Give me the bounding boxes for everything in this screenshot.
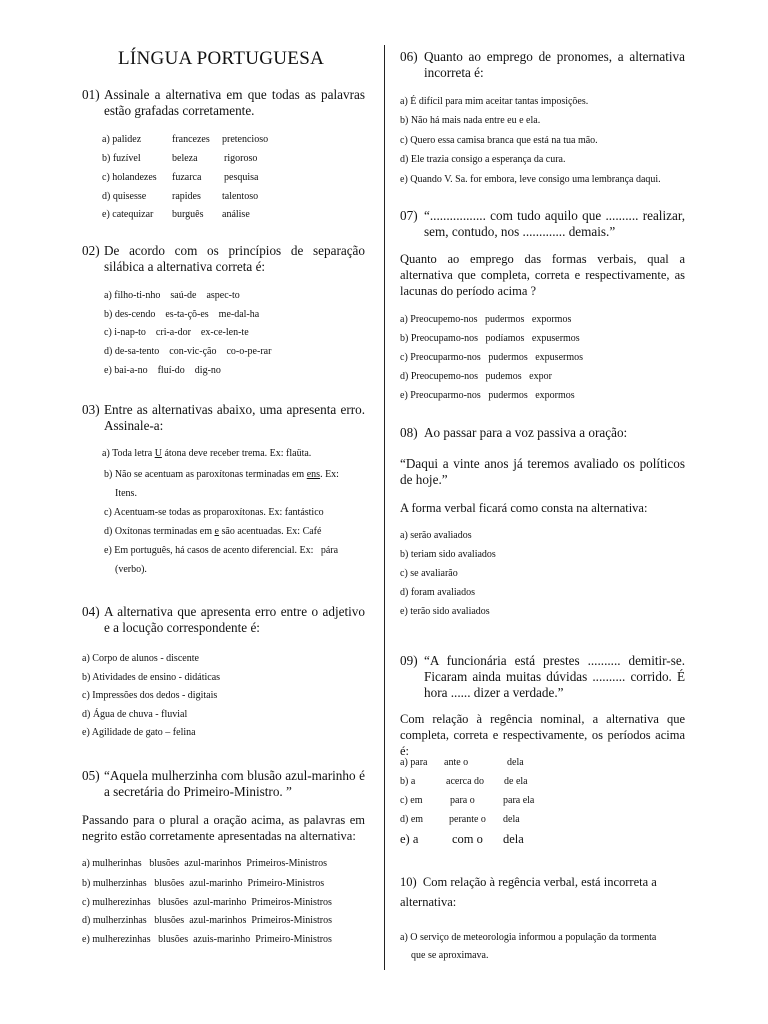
question-text: “Aquela mulherzinha com blusão azul-marinho é a secretária do Primeiro-Ministro. ”: [104, 768, 365, 799]
q08-option-a[interactable]: a) serão avaliados: [400, 530, 472, 541]
q08-option-b[interactable]: b) teriam sido avaliados: [400, 549, 496, 560]
question-04: [82, 604, 365, 636]
question-10: 10) Com relação à regência verbal, está incorreta a: [400, 875, 657, 889]
q03-option-b[interactable]: b) Não se acentuam as paroxítonas terminadas em ens. Ex:: [104, 469, 339, 480]
question-number: 02): [82, 243, 100, 258]
question-number: 01): [82, 87, 100, 102]
option-b-1[interactable]: b) a: [400, 776, 416, 787]
q03-option-e-cont: (verbo).: [115, 564, 147, 575]
q06-option-e[interactable]: e) Quando V. Sa. for embora, leve consigo uma lembrança daqui.: [400, 174, 661, 185]
option-c-1[interactable]: c) em: [400, 795, 423, 806]
q08-option-e[interactable]: e) terão sido avaliados: [400, 606, 490, 617]
q04-option-d[interactable]: d) Água de chuva - fluvial: [82, 709, 188, 720]
option-e-1[interactable]: e) a: [400, 832, 419, 846]
option-d-1[interactable]: d) em: [400, 814, 424, 825]
q04-option-b[interactable]: b) Atividades de ensino - didáticas: [82, 672, 221, 683]
q02-option-e[interactable]: e) bai-a-no fluí-do dig-no: [104, 365, 221, 376]
q03-option-e[interactable]: e) Em português, há casos de acento diferencial. Ex: pára: [104, 545, 339, 556]
question-text: Ao passar para a voz passiva a oração:: [424, 425, 628, 440]
option-b-3: de ela: [504, 776, 528, 787]
q03-option-c[interactable]: c) Acentuam-se todas as proparoxítonas. Ex: fantástico: [104, 507, 324, 518]
option-d-2: perante o: [449, 814, 486, 825]
question-number: 04): [82, 604, 100, 619]
q06-option-c[interactable]: c) Quero essa camisa branca que está na tua mão.: [400, 135, 598, 146]
q07-stem: Quanto ao emprego das formas verbais, qual a alternativa que completa, correta e respectivamente, as lacunas do período acima ?: [400, 252, 685, 298]
question-text: Quanto ao emprego de pronomes, a alternativa incorreta é:: [424, 49, 685, 80]
option-b-2: beleza: [172, 153, 198, 164]
option-d-3: talentoso: [222, 191, 259, 202]
option-e-3: dela: [503, 832, 524, 846]
q05-option-d[interactable]: d) mulherzinhas blusões azul-marinhos Primeiros-Ministros: [82, 915, 332, 926]
question-number: 06): [400, 49, 418, 64]
q09-stem: Com relação à regência nominal, a alternativa que completa, correta e respectivamente, os períodos acima é:: [400, 712, 685, 758]
q10-option-a[interactable]: a) O serviço de meteorologia informou a população da tormenta: [400, 932, 657, 943]
option-a-3: pretencioso: [222, 134, 269, 145]
question-text: A alternativa que apresenta erro entre o adjetivo e a locução correspondente é:: [104, 604, 365, 635]
q04-option-e[interactable]: e) Agilidade de gato – felina: [82, 727, 196, 738]
q02-option-b[interactable]: b) des-cendo es-ta-çõ-es me-dal-ha: [104, 309, 260, 320]
option-c-2: fuzarca: [172, 172, 202, 183]
option-e-3: análise: [222, 209, 250, 220]
question-number: 03): [82, 402, 100, 417]
q02-option-d[interactable]: d) de-sa-tento con-vic-ção co-o-pe-rar: [104, 346, 272, 357]
option-a-3: dela: [507, 757, 524, 768]
question-03: [82, 402, 365, 434]
option-d-2: rapides: [172, 191, 201, 202]
option-d-1[interactable]: d) quisesse: [102, 191, 147, 202]
question-number: 09): [400, 653, 418, 668]
option-c-1[interactable]: c) holandezes: [102, 172, 157, 183]
q07-option-e[interactable]: e) Preocuparmo-nos pudermos expormos: [400, 390, 575, 401]
question-06: [400, 49, 685, 81]
q09-options: [400, 757, 680, 857]
question-text: “................. com tudo aquilo que .......... realizar, sem, contudo, nos ............. demais.”: [424, 208, 685, 239]
q06-option-a[interactable]: a) É difícil para mim aceitar tantas imposições.: [400, 96, 589, 107]
question-09: [400, 653, 685, 701]
q10-option-a-cont: que se aproximava.: [411, 950, 489, 961]
option-a-1[interactable]: a) para: [400, 757, 428, 768]
question-number: 08): [400, 425, 418, 440]
option-a-2: ante o: [444, 757, 469, 768]
option-e-1[interactable]: e) catequizar: [102, 209, 154, 220]
option-b-1[interactable]: b) fuzível: [102, 153, 141, 164]
q07-option-b[interactable]: b) Preocupamo-nos podíamos expusermos: [400, 333, 580, 344]
option-b-2: acerca do: [446, 776, 485, 787]
option-e-2: com o: [452, 832, 483, 846]
q07-option-c[interactable]: c) Preocuparmo-nos pudermos expusermos: [400, 352, 584, 363]
option-b-3: rigoroso: [224, 153, 258, 164]
q03-option-d[interactable]: d) Oxítonas terminadas em e são acentuadas. Ex: Café: [104, 526, 322, 537]
question-number: 05): [82, 768, 100, 783]
q08-option-c[interactable]: c) se avaliarão: [400, 568, 458, 579]
question-text: “A funcionária está prestes .......... demitir-se. Ficaram ainda muitas dúvidas .......... corrido. É hora ...... dizer a verdade.”: [424, 653, 685, 700]
q05-option-a[interactable]: a) mulherinhas blusões azul-marinhos Primeiros-Ministros: [82, 858, 327, 869]
q05-stem: Passando para o plural a oração acima, as palavras em negrito estão corretamente apresentadas na alternativa:: [82, 813, 365, 843]
q03-option-a[interactable]: a) Toda letra U átona deve receber trema. Ex: flaüta.: [102, 448, 312, 459]
q08-stem: A forma verbal ficará como consta na alternativa:: [400, 501, 648, 515]
q06-option-b[interactable]: b) Não há mais nada entre eu e ela.: [400, 115, 541, 126]
q05-option-b[interactable]: b) mulherzinhas blusões azul-marinho Primeiro-Ministros: [82, 878, 325, 889]
column-divider: [384, 45, 385, 970]
option-a-2: francezes: [172, 134, 210, 145]
q03-option-b-cont: Itens.: [115, 488, 137, 499]
q01-options: [102, 134, 372, 234]
question-text: Assinale a alternativa em que todas as palavras estão grafadas corretamente.: [104, 87, 365, 118]
question-number: 07): [400, 208, 418, 223]
page-title: LÍNGUA PORTUGUESA: [118, 48, 325, 69]
q08-option-d[interactable]: d) foram avaliados: [400, 587, 475, 598]
question-02: [82, 243, 365, 275]
question-05: [82, 768, 365, 800]
q05-option-e[interactable]: e) mulherezinhas blusões azuis-marinho Primeiro-Ministros: [82, 934, 332, 945]
q02-option-c[interactable]: c) i-nap-to cri-a-dor ex-ce-len-te: [104, 327, 249, 338]
question-text: Entre as alternativas abaixo, uma apresenta erro. Assinale-a:: [104, 402, 365, 433]
q04-option-c[interactable]: c) Impressões dos dedos - digitais: [82, 690, 218, 701]
option-a-1[interactable]: a) palidez: [102, 134, 142, 145]
question-01: [82, 87, 365, 119]
q04-option-a[interactable]: a) Corpo de alunos - discente: [82, 653, 199, 664]
option-d-3: dela: [503, 814, 520, 825]
option-c-3: pesquisa: [224, 172, 259, 183]
option-c-3: para ela: [503, 795, 535, 806]
q08-quote: “Daqui a vinte anos já teremos avaliado os políticos de hoje.”: [400, 456, 685, 487]
question-08: [400, 425, 685, 441]
q07-option-a[interactable]: a) Preocupemo-nos pudermos expormos: [400, 314, 572, 325]
option-c-2: para o: [450, 795, 475, 806]
q05-option-c[interactable]: c) mulherezinhas blusões azul-marinho Primeiros-Ministros: [82, 897, 332, 908]
question-text: De acordo com os princípios de separação silábica a alternativa correta é:: [104, 243, 365, 274]
q06-option-d[interactable]: d) Ele trazia consigo a esperança da cura.: [400, 154, 566, 165]
q07-option-d[interactable]: d) Preocupemo-nos pudemos expor: [400, 371, 552, 382]
question-07: [400, 208, 685, 240]
question-10-cont: alternativa:: [400, 895, 457, 909]
q02-option-a[interactable]: a) filho-ti-nho saú-de aspec-to: [104, 290, 240, 301]
option-e-2: burguês: [172, 209, 204, 220]
